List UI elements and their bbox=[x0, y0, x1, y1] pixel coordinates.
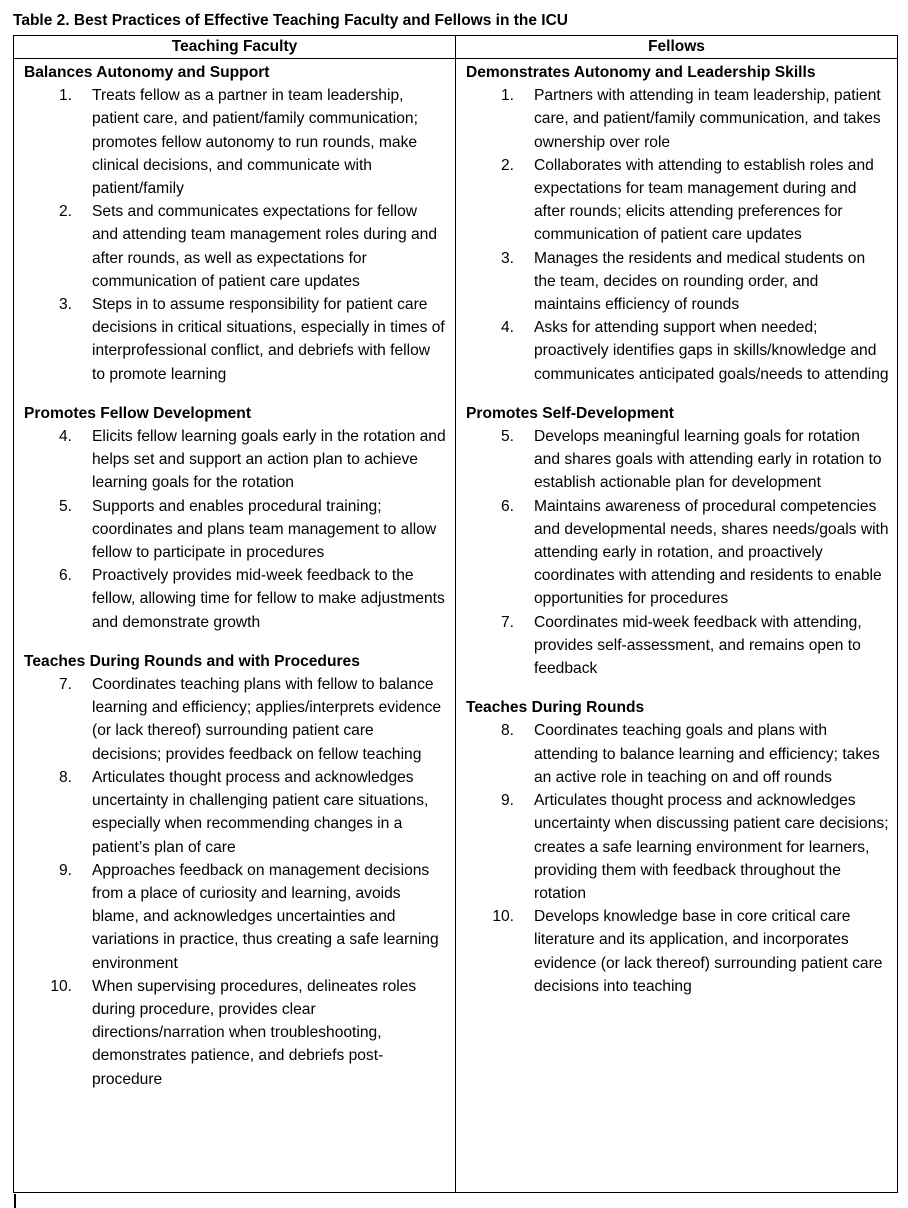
faculty-section bbox=[24, 650, 447, 1091]
item-number: 6. bbox=[58, 567, 72, 585]
item-text: Steps in to assume responsibility for patient care decisions in critical situations, especially in times of interprofessional conflict, and debriefs with fellow to promote learning bbox=[92, 296, 445, 383]
list-item bbox=[466, 719, 889, 789]
section-heading: Teaches During Rounds and with Procedures bbox=[24, 652, 360, 670]
teaching-faculty-cell bbox=[14, 59, 456, 1193]
item-number: 8. bbox=[500, 722, 514, 740]
list-item bbox=[24, 84, 447, 200]
item-number: 9. bbox=[58, 861, 72, 879]
item-number: 5. bbox=[58, 497, 72, 515]
fellows-cell bbox=[456, 59, 898, 1193]
item-text: Coordinates mid-week feedback with attending, provides self-assessment, and remains open to feedback bbox=[534, 613, 862, 678]
practice-list bbox=[466, 425, 889, 680]
item-text: Asks for attending support when needed; proactively identifies gaps in skills/knowledge and communicates anticipated goals/needs to attending bbox=[534, 319, 889, 383]
section-heading: Promotes Self-Development bbox=[466, 404, 674, 422]
list-item bbox=[24, 425, 447, 495]
header-row bbox=[14, 36, 898, 59]
item-number: 7. bbox=[58, 676, 72, 694]
item-text: Treats fellow as a partner in team leadership, patient care, and patient/family communication; promotes fellow autonomy to run rounds, make clinical decisions, and communicate with patient/family bbox=[92, 87, 418, 198]
item-text: When supervising procedures, delineates roles during procedure, provides clear directions/narration when troubleshooting, demonstrates patience, and debriefs post-procedure bbox=[92, 977, 417, 1088]
fellows-section bbox=[466, 402, 889, 680]
practice-list bbox=[466, 84, 889, 386]
list-item bbox=[24, 293, 447, 386]
item-number: 10. bbox=[492, 908, 514, 926]
practice-list bbox=[24, 673, 447, 1091]
list-item bbox=[466, 495, 889, 611]
item-number: 7. bbox=[500, 613, 514, 631]
item-text: Maintains awareness of procedural competencies and developmental needs, shares needs/goals with attending early in rotation, and proactively coordinates with attending and residents to enable opportunities for procedures bbox=[534, 497, 889, 608]
item-number: 2. bbox=[58, 203, 72, 221]
list-item bbox=[24, 766, 447, 859]
item-text: Develops knowledge base in core critical care literature and its application, and incorporates evidence (or lack thereof) surrounding patient care decisions into teaching bbox=[534, 908, 883, 995]
practice-list bbox=[466, 719, 889, 997]
item-number: 9. bbox=[500, 792, 514, 810]
list-item bbox=[24, 673, 447, 766]
item-number: 1. bbox=[58, 87, 72, 105]
content-row bbox=[14, 59, 898, 1193]
list-item bbox=[466, 905, 889, 998]
item-number: 6. bbox=[500, 497, 514, 515]
faculty-section bbox=[24, 402, 447, 634]
fellows-section bbox=[466, 696, 889, 998]
section-heading: Promotes Fellow Development bbox=[24, 404, 252, 422]
list-item bbox=[24, 859, 447, 975]
item-text: Develops meaningful learning goals for rotation and shares goals with attending early in rotation to establish actionable plan for development bbox=[534, 428, 882, 492]
item-text: Coordinates teaching goals and plans with attending to balance learning and efficiency; takes an active role in teaching on and off rounds bbox=[534, 722, 880, 786]
item-text: Manages the residents and medical students on the team, decides on rounding order, and maintains efficiency of rounds bbox=[534, 249, 866, 314]
column-header-fellows: Fellows bbox=[456, 36, 898, 59]
practice-list bbox=[24, 425, 447, 634]
list-item bbox=[466, 789, 889, 905]
item-number: 2. bbox=[500, 156, 514, 174]
list-item bbox=[24, 495, 447, 565]
item-number: 4. bbox=[500, 319, 514, 337]
item-text: Coordinates teaching plans with fellow to balance learning and efficiency; applies/interprets evidence (or lack thereof) surrounding patient care decisions; provides feedback on fellow teaching bbox=[92, 676, 442, 763]
section-heading: Teaches During Rounds bbox=[466, 699, 645, 717]
faculty-section bbox=[24, 61, 447, 386]
list-item bbox=[466, 316, 889, 386]
list-item bbox=[24, 975, 447, 1091]
item-text: Articulates thought process and acknowledges uncertainty when discussing patient care decisions; creates a safe learning environment for learners, providing them with feedback throughout the rotation bbox=[534, 792, 889, 902]
item-text: Collaborates with attending to establish roles and expectations for team management during and after rounds; elicits attending preferences for communication of patient care updates bbox=[534, 156, 874, 244]
section-heading: Balances Autonomy and Support bbox=[24, 64, 270, 81]
item-text: Sets and communicates expectations for fellow and attending team management roles during and after rounds, as well as expectations for communication of patient care updates bbox=[92, 203, 438, 290]
item-number: 4. bbox=[58, 428, 72, 446]
best-practices-table bbox=[13, 35, 898, 1193]
fellows-section bbox=[466, 61, 889, 386]
list-item bbox=[466, 425, 889, 495]
list-item bbox=[466, 154, 889, 247]
section-heading: Demonstrates Autonomy and Leadership Skills bbox=[466, 64, 816, 81]
list-item bbox=[466, 247, 889, 317]
item-number: 1. bbox=[500, 87, 514, 105]
list-item bbox=[466, 611, 889, 681]
practice-list bbox=[24, 84, 447, 386]
item-number: 10. bbox=[50, 977, 72, 995]
item-text: Elicits fellow learning goals early in the rotation and helps set and support an action plan to achieve learning goals for the rotation bbox=[92, 428, 446, 492]
item-number: 3. bbox=[58, 296, 72, 314]
column-header-teaching-faculty: Teaching Faculty bbox=[14, 36, 456, 59]
list-item bbox=[466, 84, 889, 154]
item-text: Articulates thought process and acknowledges uncertainty in challenging patient care situations, especially when recommending changes in a patient’s plan of care bbox=[92, 768, 429, 856]
item-number: 8. bbox=[58, 768, 72, 786]
text-cursor bbox=[14, 1194, 16, 1208]
item-text: Partners with attending in team leadership, patient care, and patient/family communication, and takes ownership over role bbox=[534, 87, 881, 151]
list-item bbox=[24, 200, 447, 293]
item-text: Supports and enables procedural training; coordinates and plans team management to allow fellow to participate in procedures bbox=[92, 497, 437, 562]
item-number: 5. bbox=[500, 428, 514, 446]
table-caption: Table 2. Best Practices of Effective Teaching Faculty and Fellows in the ICU bbox=[13, 12, 568, 29]
item-text: Proactively provides mid-week feedback to the fellow, allowing time for fellow to make adjustments and demonstrate growth bbox=[92, 567, 445, 631]
item-number: 3. bbox=[500, 249, 514, 267]
item-text: Approaches feedback on management decisions from a place of curiosity and learning, avoids blame, and acknowledges uncertainties and variations in practice, thus creating a safe learning environment bbox=[92, 861, 439, 972]
list-item bbox=[24, 564, 447, 634]
